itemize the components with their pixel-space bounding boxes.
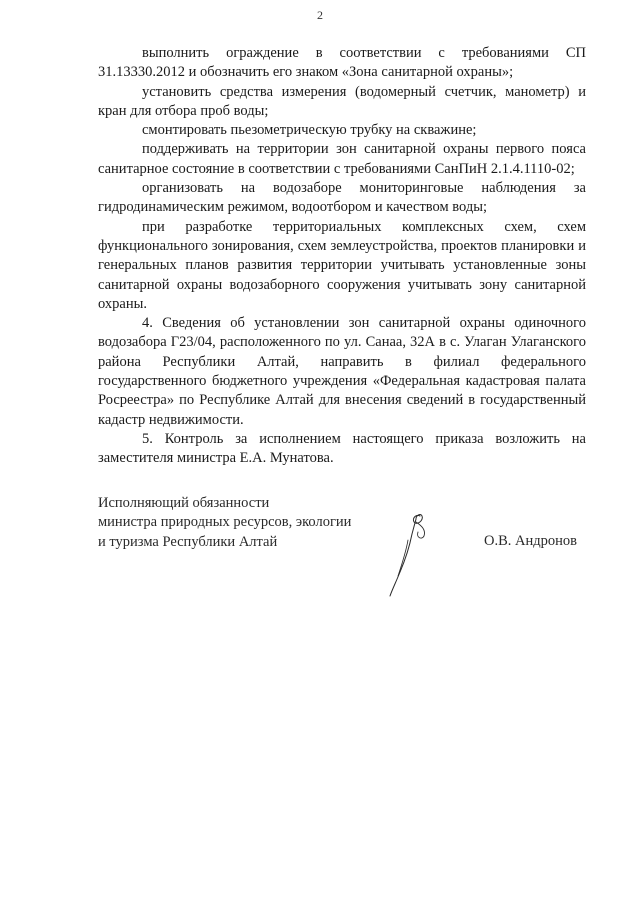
paragraph-sanitary-state: поддерживать на территории зон санитарной охраны первого пояса санитарное состояние в соответствии с требованиями СанПиН 2.1.4.1110-02; bbox=[98, 141, 586, 177]
paragraph-meters: установить средства измерения (водомерный счетчик, манометр) и кран для отбора проб воды; bbox=[98, 83, 586, 119]
page-number: 2 bbox=[317, 8, 323, 22]
paragraph-piezometric-tube: смонтировать пьезометрическую трубку на скважине; bbox=[142, 122, 477, 139]
signatory-name: О.В. Андронов bbox=[484, 533, 577, 549]
signatory-position-line: министра природных ресурсов, экологии bbox=[98, 514, 352, 531]
signatory-position-line: Исполняющий обязанности bbox=[98, 495, 270, 511]
paragraph-monitoring: организовать на водозаборе мониторинговые наблюдения за гидродинамическим режимом, водоотбором и качеством воды; bbox=[98, 180, 586, 216]
handwritten-signature bbox=[386, 510, 436, 600]
paragraph-item-5: 5. Контроль за исполнением настоящего приказа возложить на заместителя министра Е.А. Мунатова. bbox=[98, 430, 586, 467]
paragraph-fence: выполнить ограждение в соответствии с требованиями СП 31.13330.2012 и обозначить его знаком «Зона санитарной охраны»; bbox=[98, 45, 586, 81]
document-body bbox=[98, 44, 586, 469]
paragraph-territorial-schemes: при разработке территориальных комплексных схем, схем функционального зонирования, схем землеустройства, проектов планировки и генеральных планов развития территории учитывать установленные зоны санитарной охраны водозаборного сооружения учитывать зону санитарной охраны. bbox=[98, 218, 586, 312]
signatory-position bbox=[98, 494, 351, 552]
paragraph-item-4: 4. Сведения об установлении зон санитарной охраны одиночного водозабора Г23/04, расположенного по ул. Санаа, 32А в с. Улаган Улаганского района Республики Алтай, направить в филиал федерального государственного бюджетного учреждения «Федеральная кадастровая палата Росреестра» по Республике Алтай для внесения сведений в государственный кадастр недвижимости. bbox=[98, 315, 586, 428]
signatory-position-line: и туризма Республики Алтай bbox=[98, 533, 278, 550]
